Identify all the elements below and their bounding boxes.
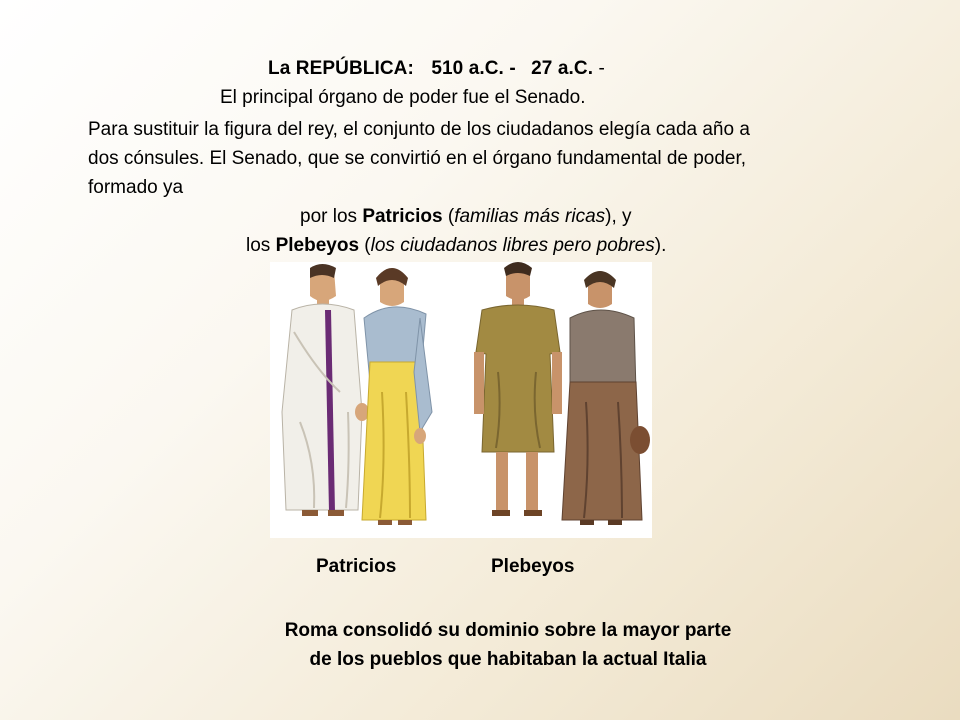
plebeian-man-figure xyxy=(474,262,562,516)
plebeyos-pre: los xyxy=(246,235,276,256)
title-label: La REPÚBLICA: xyxy=(268,58,414,79)
label-patricios: Patricios xyxy=(316,556,397,577)
paragraph-line-2: dos cónsules. El Senado, que se convirtió en el órgano fundamental de poder, xyxy=(88,148,747,169)
patrician-woman-figure xyxy=(362,268,432,525)
patricios-term: Patricios xyxy=(362,206,443,227)
patrician-man-figure xyxy=(282,264,369,516)
label-plebeyos: Plebeyos xyxy=(491,556,575,577)
body-paragraph xyxy=(88,115,928,260)
paragraph-line-3: formado ya xyxy=(88,177,184,198)
slide-title xyxy=(268,58,605,80)
title-start-date: 510 a.C. - xyxy=(431,58,516,79)
patricios-open: ( xyxy=(442,206,455,227)
plebeyos-close: ). xyxy=(654,235,667,256)
title-dash: - xyxy=(598,58,605,79)
plebeyos-open: ( xyxy=(359,235,371,256)
plebeyos-term: Plebeyos xyxy=(275,235,360,256)
subtitle: El principal órgano de poder fue el Senado. xyxy=(220,87,586,108)
paragraph-line-plebeyos xyxy=(88,231,928,260)
footer-line-2: de los pueblos que habitaban la actual Italia xyxy=(309,649,707,670)
patricios-pre: por los xyxy=(300,206,363,227)
patricios-definition: familias más ricas xyxy=(454,206,606,227)
plebeyos-definition: los ciudadanos libres pero pobres xyxy=(370,235,655,256)
patricios-close: ), y xyxy=(605,206,632,227)
plebeian-woman-figure xyxy=(562,271,650,525)
footer-line-1: Roma consolidó su dominio sobre la mayor parte xyxy=(284,620,732,641)
title-end-date: 27 a.C. xyxy=(531,58,594,79)
roman-citizens-illustration xyxy=(270,262,652,538)
paragraph-line-1: Para sustituir la figura del rey, el conjunto de los ciudadanos elegía cada año a xyxy=(88,119,750,140)
footer-statement xyxy=(0,616,960,674)
paragraph-line-patricios xyxy=(88,202,928,231)
